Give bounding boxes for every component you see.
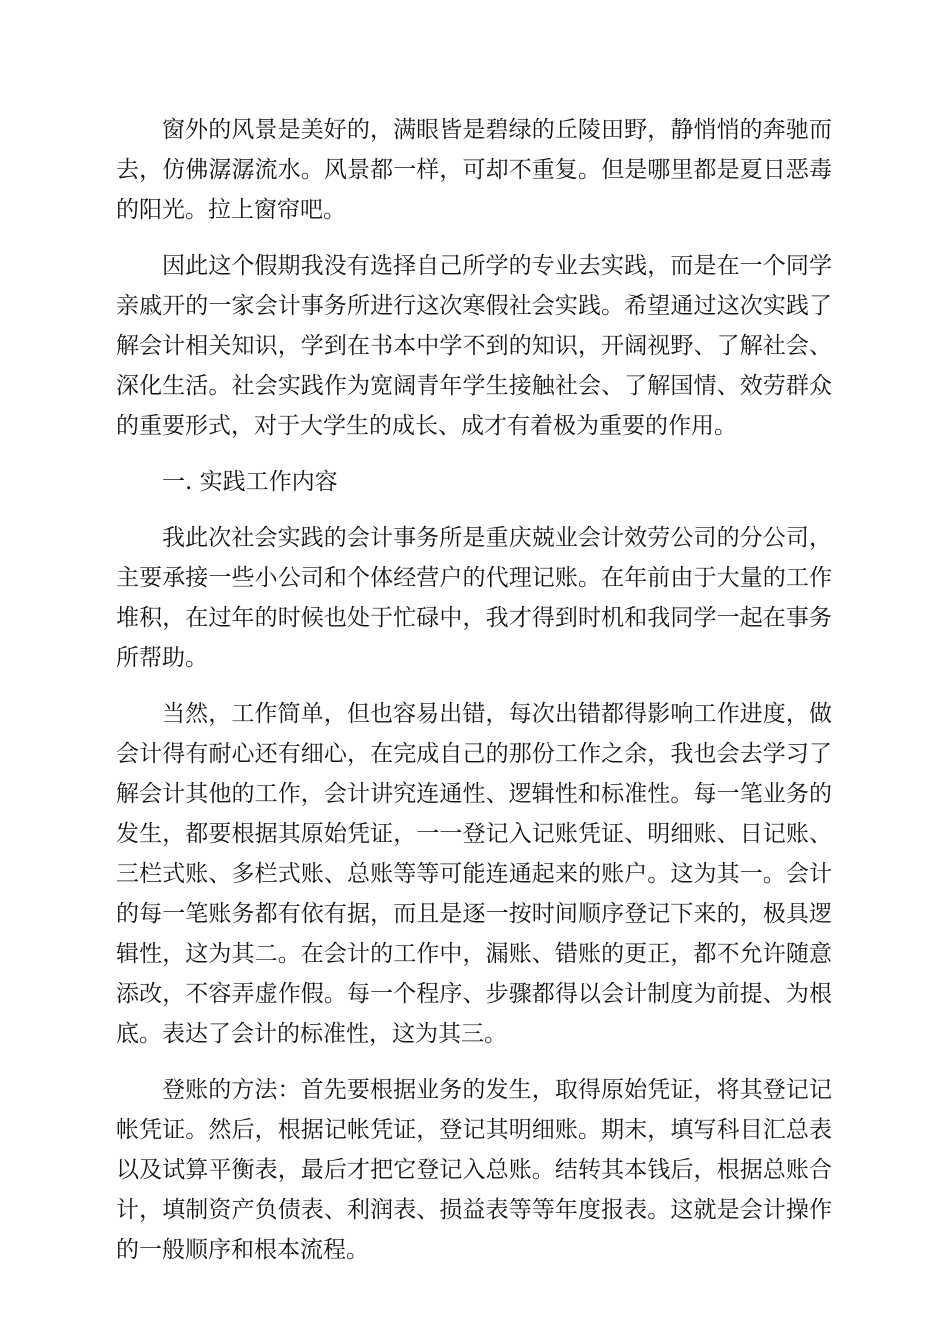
paragraph-accounting-principles: 当然，工作简单，但也容易出错，每次出错都得影响工作进度，做会计得有耐心还有细心，在完成自己的那份工作之余，我也会去学习了解会计其他的工作，会计讲究连通性、逻辑性和标准性。每一笔业务的发生，都要根据其原始凭证，一一登记入记账凭证、明细账、日记账、三栏式账、多栏式账、总账等等可能连通起来的账户。这为其一。会计的每一笔账务都有依有据，而且是逐一按时间顺序登记下来的，极具逻辑性，这为其二。在会计的工作中，漏账、错账的更正，都不允许随意添改，不容弄虚作假。每一个程序、步骤都得以会计制度为前提、为根底。表达了会计的标准性，这为其三。 — [116, 701, 832, 1047]
section-heading-work-content: 一. 实践工作内容 — [162, 469, 338, 495]
document-body — [116, 110, 832, 1286]
paragraph-scenery: 窗外的风景是美好的，满眼皆是碧绿的丘陵田野，静悄悄的奔驰而去，仿佛潺潺流水。风景都一样，可却不重复。但是哪里都是夏日恶毒的阳光。拉上窗帘吧。 — [116, 117, 832, 223]
paragraph-bookkeeping-method: 登账的方法：首先要根据业务的发生，取得原始凭证，将其登记记帐凭证。然后，根据记帐凭证，登记其明细账。期末，填写科目汇总表以及试算平衡表，最后才把它登记入总账。结转其本钱后，根据总账合计，填制资产负债表、利润表、损益表等等年度报表。这就是会计操作的一般顺序和根本流程。 — [116, 1077, 832, 1263]
paragraph-firm-intro: 我此次社会实践的会计事务所是重庆兢业会计效劳公司的分公司，主要承接一些小公司和个体经营户的代理记账。在年前由于大量的工作堆积，在过年的时候也处于忙碌中，我才得到时机和我同学一起在事务所帮助。 — [116, 525, 832, 671]
paragraph-practice-choice: 因此这个假期我没有选择自己所学的专业去实践，而是在一个同学亲戚开的一家会计事务所进行这次寒假社会实践。希望通过这次实践了解会计相关知识，学到在书本中学不到的知识，开阔视野、了解社会、深化生活。社会实践作为宽阔青年学生接触社会、了解国情、效劳群众的重要形式，对于大学生的成长、成才有着极为重要的作用。 — [116, 253, 832, 439]
